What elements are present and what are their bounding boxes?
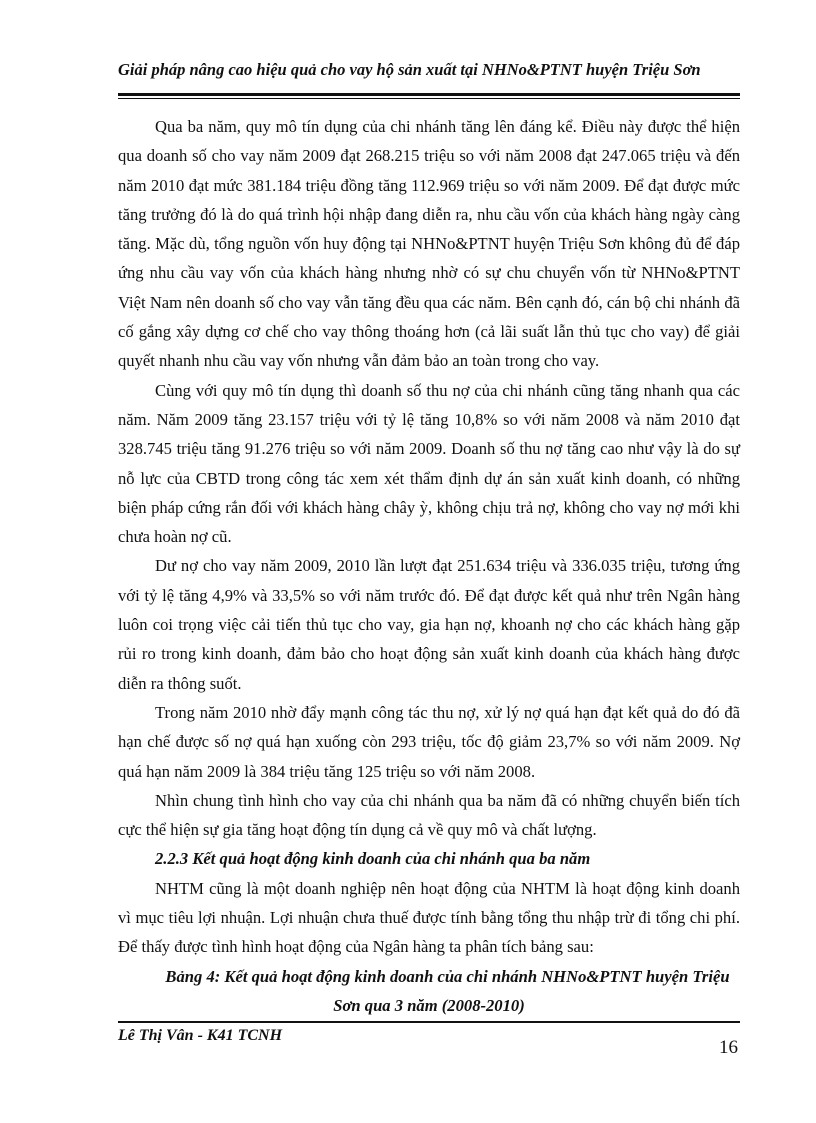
- page-number: 16: [719, 1037, 738, 1058]
- body-text: [118, 112, 740, 1020]
- paragraph: Dư nợ cho vay năm 2009, 2010 lần lượt đạt 251.634 triệu và 336.035 triệu, tương ứng với tỷ lệ tăng 4,9% và 33,5% so với năm trước đó. Để đạt được kết quả như trên Ngân hàng luôn coi trọng việc cải tiến thủ tục cho vay, gia hạn nợ, khoanh nợ cho các khách hàng gặp rủi ro trong kinh doanh, đảm bảo cho hoạt động sản xuất kinh doanh của khách hàng được diễn ra thông suốt.: [118, 556, 740, 693]
- section-heading: 2.2.3 Kết quả hoạt động kinh doanh của chi nhánh qua ba năm: [155, 849, 591, 869]
- header-rule-thick: [118, 93, 740, 96]
- footer-rule: [118, 1021, 740, 1023]
- footer-author: Lê Thị Vân - K41 TCNH: [118, 1027, 283, 1044]
- paragraph: Nhìn chung tình hình cho vay của chi nhánh qua ba năm đã có những chuyển biến tích cực thể hiện sự gia tăng hoạt động tín dụng cả về quy mô và chất lượng.: [118, 790, 740, 840]
- paragraph: Qua ba năm, quy mô tín dụng của chi nhánh tăng lên đáng kể. Điều này được thể hiện qua doanh số cho vay năm 2009 đạt 268.215 triệu so với năm 2008 đạt 247.065 triệu và đến năm 2010 đạt mức 381.184 triệu đồng tăng 112.969 triệu so với năm 2009. Để đạt được mức tăng trưởng đó là do quá trình hội nhập đang diễn ra, nhu cầu vốn của khách hàng ngày càng tăng. Mặc dù, tổng nguồn vốn huy động tại NHNo&PTNT huyện Triệu Sơn không đủ để đáp ứng nhu cầu vay vốn của khách hàng nhưng nhờ có sự chu chuyển vốn từ NHNo&PTNT Việt Nam nên doanh số cho vay vẫn tăng đều qua các năm. Bên cạnh đó, cán bộ chi nhánh đã cố gắng xây dựng cơ chế cho vay thông thoáng hơn (cả lãi suất lẫn thủ tục cho vay) để giải quyết nhanh nhu cầu vay vốn nhưng vẫn đảm bảo an toàn trong cho vay.: [118, 117, 740, 371]
- table-caption: Bảng 4: Kết quả hoạt động kinh doanh của chi nhánh NHNo&PTNT huyện Triệu Sơn qua 3 năm (2008-2010): [165, 966, 730, 1015]
- header-rule-thin: [118, 98, 740, 99]
- running-header: Giải pháp nâng cao hiệu quả cho vay hộ sản xuất tại NHNo&PTNT huyện Triệu Sơn: [118, 60, 701, 79]
- paragraph: Trong năm 2010 nhờ đẩy mạnh công tác thu nợ, xử lý nợ quá hạn đạt kết quả do đó đã hạn chế được số nợ quá hạn xuống còn 293 triệu, tốc độ giảm 23,7% so với năm 2009. Nợ quá hạn năm 2009 là 384 triệu tăng 125 triệu so với năm 2008.: [118, 702, 740, 781]
- paragraph: NHTM cũng là một doanh nghiệp nên hoạt động của NHTM là hoạt động kinh doanh vì mục tiêu lợi nhuận. Lợi nhuận chưa thuế được tính bằng tổng thu nhập trừ đi tổng chi phí. Để thấy được tình hình hoạt động của Ngân hàng ta phân tích bảng sau:: [118, 878, 740, 957]
- paragraph: Cùng với quy mô tín dụng thì doanh số thu nợ của chi nhánh cũng tăng nhanh qua các năm. Năm 2009 tăng 23.157 triệu với tỷ lệ tăng 10,8% so với năm 2008 và năm 2010 đạt 328.745 triệu tăng 91.276 triệu so với năm 2009. Doanh số thu nợ tăng cao như vậy là do sự nỗ lực của CBTD trong công tác xem xét thẩm định dự án sản xuất kinh doanh, có những biện pháp cứng rắn đối với khách hàng chây ỳ, không chịu trả nợ, không cho vay nợ mới khi chưa hoàn nợ cũ.: [118, 380, 740, 547]
